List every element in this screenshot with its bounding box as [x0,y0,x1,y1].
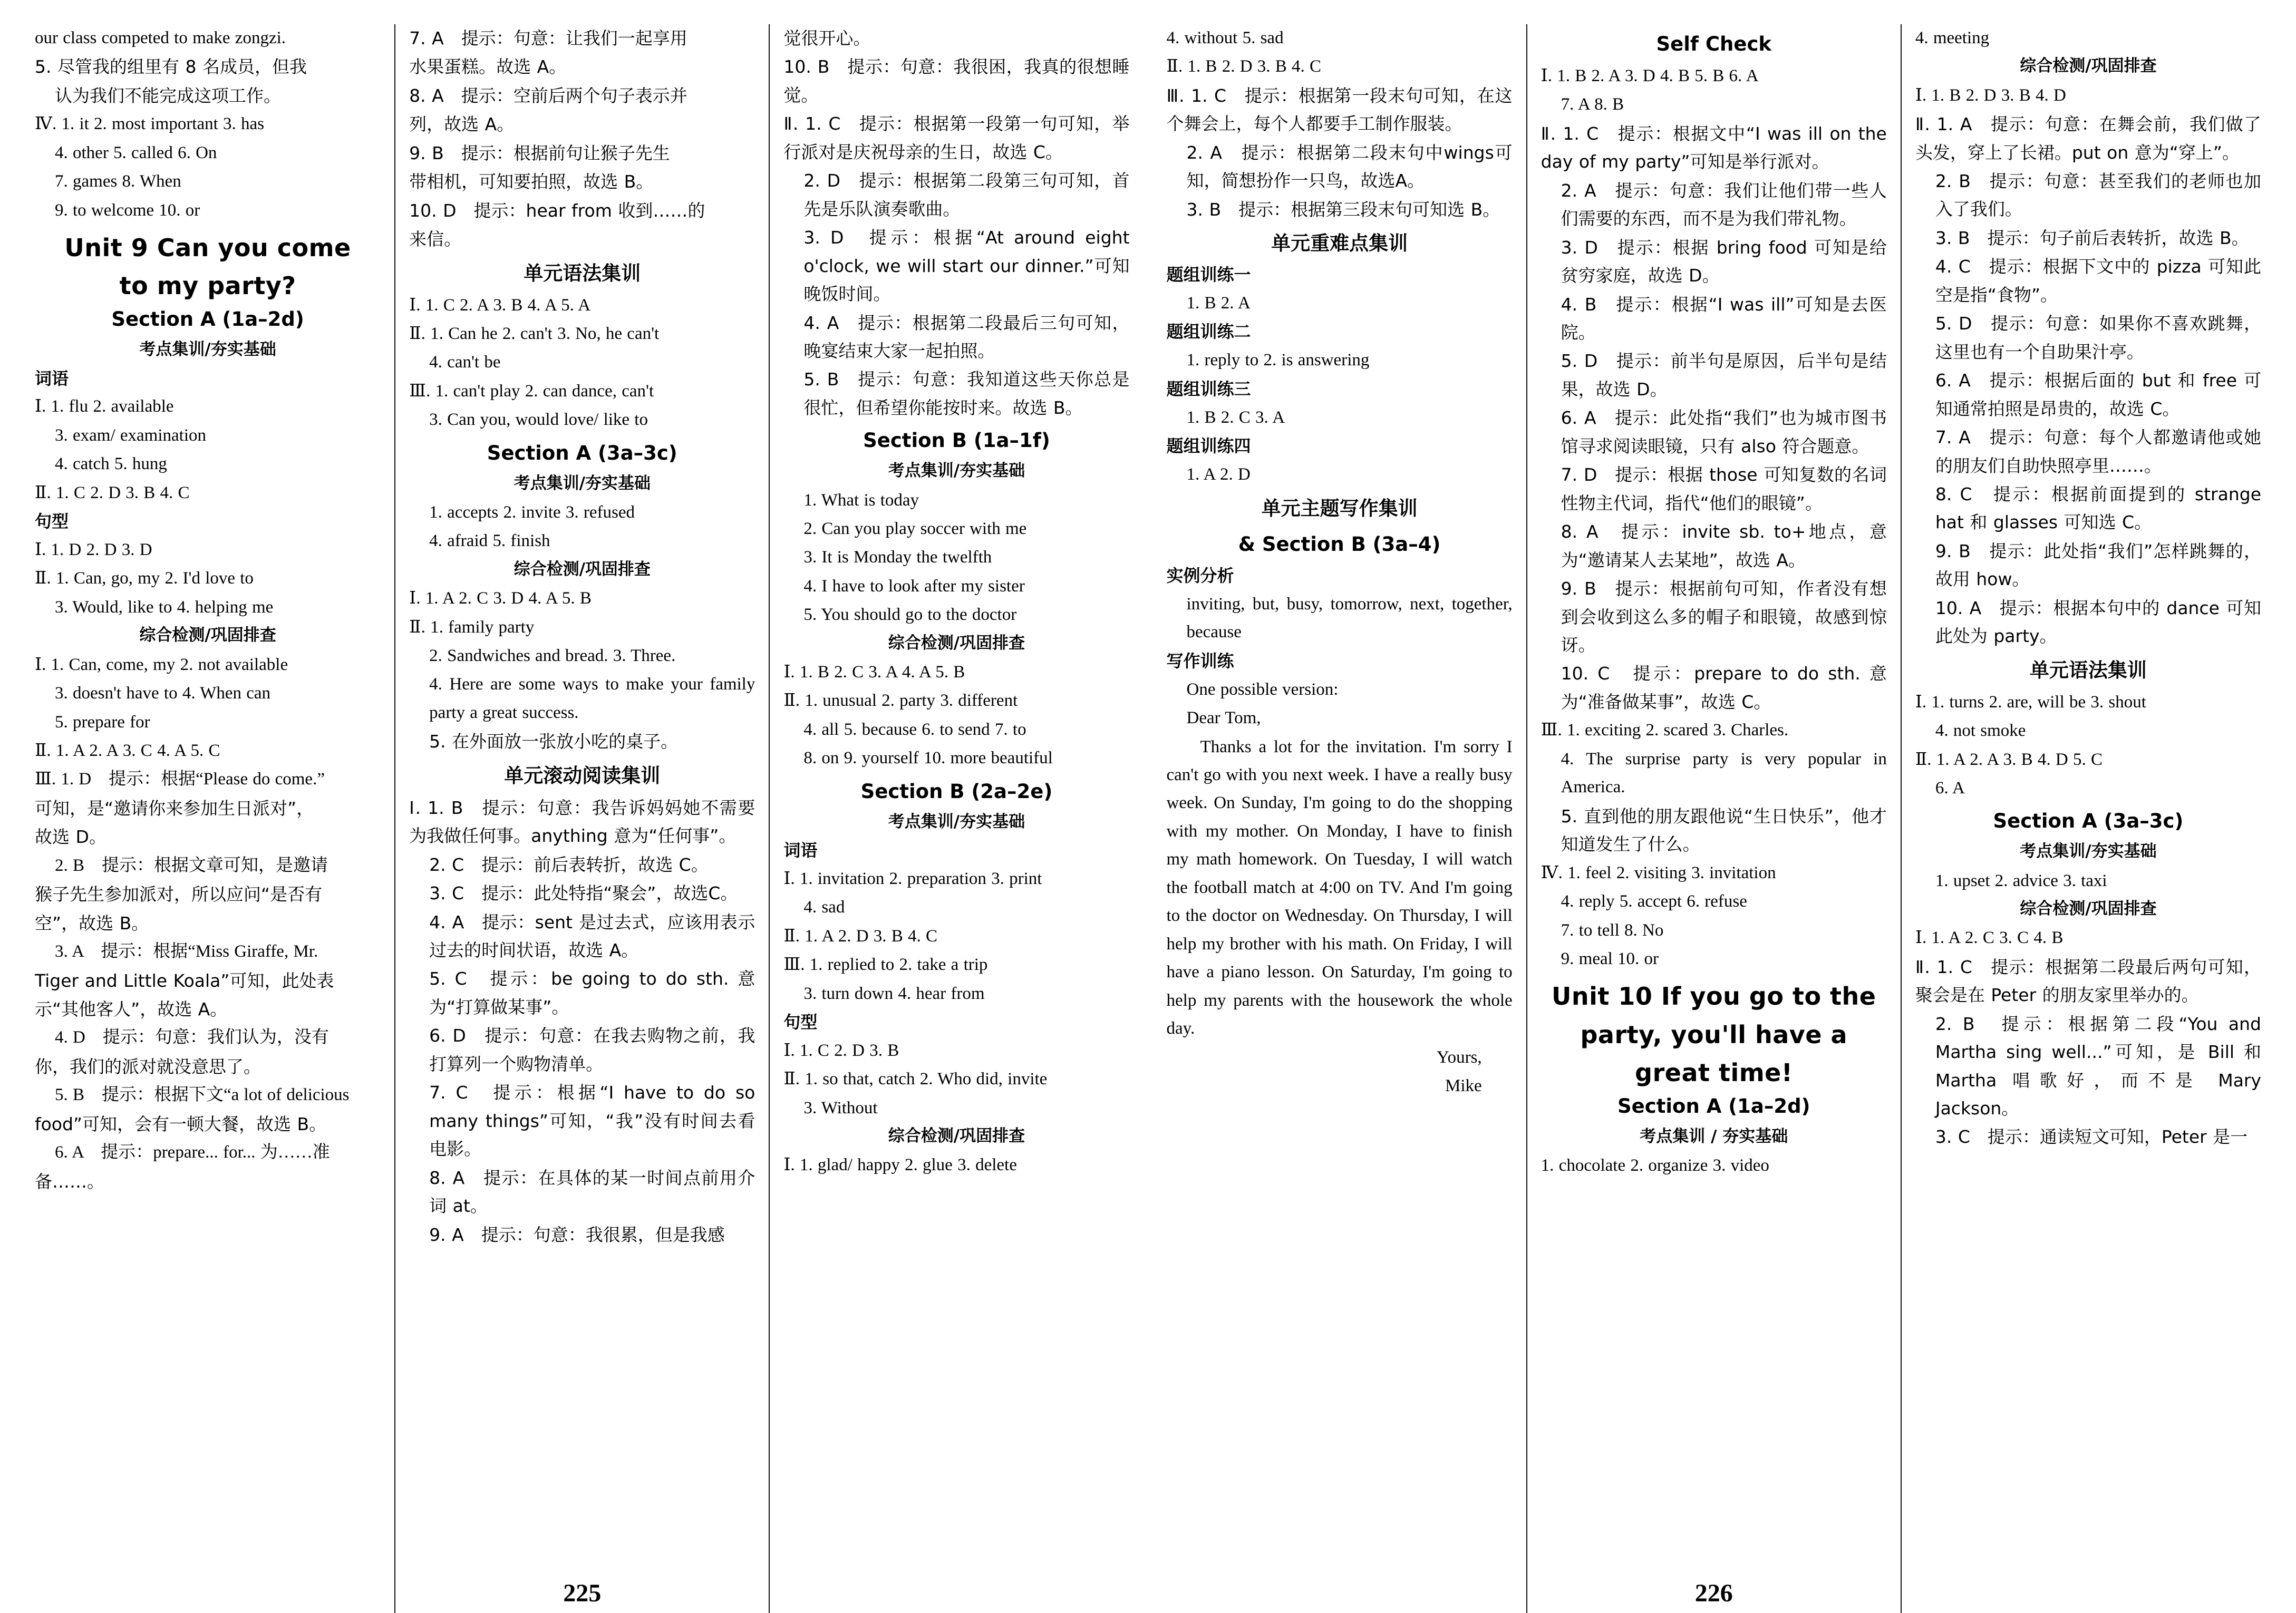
column-3 [769,24,1143,1613]
line: Ⅱ. 1. C 2. D 3. B 4. C [35,483,190,502]
line: Ⅳ. 1. it 2. most important 3. has [35,114,265,134]
line: Ⅰ. 1. B 2. C 3. A 4. A 5. B [783,662,965,682]
line: 1. accepts 2. invite 3. refused [429,502,635,522]
line: 空”，故选 B。 [35,912,149,934]
line: Ⅰ. 1. flu 2. available [35,397,174,416]
column-1 [21,24,394,1613]
line: 7. D 提示：根据 those 可知复数的名词性物主代词，指代“他们的眼镜”。 [1561,464,1887,513]
line: Ⅲ. 1. D 提示：根据“Please do come.” [35,770,325,789]
category-label: 句型 [35,511,69,532]
line: Ⅰ. 1. invitation 2. preparation 3. print [783,869,1042,888]
line: 5. prepare for [55,712,150,732]
line: Ⅱ. 1. B 2. D 3. B 4. C [1166,57,1322,76]
line: 3. It is Monday the twelfth [803,548,992,567]
line: Ⅰ. 1. Can, come, my 2. not available [35,655,288,674]
line: 认为我们不能完成这项工作。 [55,85,281,106]
column-5 [1526,24,1901,1613]
line: 4. C 提示：根据下文中的 pizza 可知此空是指“食物”。 [1935,256,2262,305]
line: Dear Tom, [1186,708,1261,728]
line: Ⅰ. 1. B 提示：句意：我告诉妈妈她不需要为我做任何事。anything 意为“任何事”。 [409,797,755,847]
unit-title-line-1: Unit 9 Can you come [64,234,351,263]
line: 3. B 提示：根据第三段末句可知选 B。 [1186,199,1500,220]
block-title: Self Check [1656,33,1772,55]
line: Ⅰ. 1. C 2. A 3. B 4. A 5. A [409,295,591,315]
line: Ⅰ. 1. C 2. D 3. B [783,1041,899,1060]
letter-body: Thanks a lot for the invitation. I'm sorry I can't go with you next week. I have a really busy week. On Sunday, I'm going to do the shopping with my mother. On Monday, I have to finish my math homework. On Tuesday, I will watch the football match at 4:00 on TV. And I'm going to the doctor on Wednesday. On Thursday, I will help my brother with his math. On Friday, I will have a piano lesson. On Saturday, I'm going to help my parents with the housework the whole day. [1166,737,1513,1038]
line: 8. on 9. yourself 10. more beautiful [803,749,1053,768]
line: 1. A 2. D [1186,464,1251,484]
line: Ⅱ. 1. Can he 2. can't 3. No, he can't [409,324,660,344]
page-number: 225 [563,1579,602,1607]
line: 7. games 8. When [55,172,181,191]
line: 4. sad [803,898,845,917]
section-title: Section B (1a–1f) [863,429,1050,452]
line: 2. A 提示：根据第二段末句中wings可知，简想扮作一只鸟，故选A。 [1186,142,1513,191]
line: Ⅱ. 1. unusual 2. party 3. different [783,691,1018,711]
block-title: 单元滚动阅读集训 [504,764,661,787]
line: Ⅱ. 1. C 提示：根据第一段第一句可知，举行派对是庆祝母亲的生日，故选 C。 [783,113,1130,162]
line: Ⅰ. 1. glad/ happy 2. glue 3. delete [783,1155,1017,1175]
line: 3. Would, like to 4. helping me [55,597,274,617]
line: 10. D 提示：hear from 收到……的 [409,200,705,221]
line: 3. Can you, would love/ like to [429,410,648,430]
line: 3. C 提示：此处特指“聚会”，故选C。 [429,883,738,904]
block-title-line-1: 单元主题写作集训 [1261,497,1418,520]
line: inviting, but, busy, tomorrow, next, together, because [1186,594,1513,642]
block-title: 单元语法集训 [2029,658,2147,682]
line: Ⅱ. 1. A 2. D 3. B 4. C [783,926,938,946]
line: 1. B 2. C 3. A [1186,407,1285,427]
line: 10. A 提示：根据本句中的 dance 可知此处为 party。 [1935,597,2262,647]
line: Ⅰ. 1. A 2. C 3. D 4. A 5. B [409,589,592,608]
sub-title: 考点集训 / 夯实基础 [1640,1126,1788,1146]
line: 你，我们的派对就没意思了。 [35,1056,261,1077]
line: 5. B 提示：根据下文“a lot of delicious [55,1085,350,1105]
line: Ⅳ. 1. feel 2. visiting 3. invitation [1541,863,1776,882]
line: 6. A 提示：根据后面的 but 和 free 可知通常拍照是昂贵的，故选 C。 [1935,370,2262,419]
section-title: Section B (2a–2e) [860,780,1053,803]
line: 4. can't be [429,353,501,372]
line: 4. catch 5. hung [55,454,167,474]
page-number: 226 [1694,1579,1733,1607]
group-title: 题组训练一 [1166,265,1251,285]
sub-title: 考点集训/夯实基础 [139,340,276,359]
line: Ⅲ. 1. exciting 2. scared 3. Charles. [1541,721,1789,740]
block-title-line-2: & Section B (3a–4) [1238,533,1441,556]
line: Ⅰ. 1. turns 2. are, will be 3. shout [1915,692,2146,712]
line: 4. reply 5. accept 6. refuse [1561,892,1747,911]
line: 8. A 提示：在具体的某一时间点前用介词 at。 [429,1167,755,1217]
line: 5. 直到他的朋友跟他说“生日快乐”，他才知道发生了什么。 [1561,805,1887,855]
line: 4. meeting [1915,28,1990,47]
line: 3. turn down 4. hear from [803,984,985,1003]
section-title: Section A (1a–2d) [111,308,304,331]
line: 3. D 提示：根据“At around eight o'clock, we will start our dinner.”可知晚饭时间。 [803,227,1130,305]
line: Tiger and Little Koala”可知，此处表 [35,970,334,991]
line: 5. You should go to the doctor [803,605,1017,625]
line: 带相机，可知要拍照，故选 B。 [409,171,654,192]
letter-signoff: Yours, [1437,1047,1482,1067]
line: 4. A 提示：根据第二段最后三句可知，晚宴结束大家一起拍照。 [803,312,1130,361]
line: 8. C 提示：根据前面提到的 strange hat 和 glasses 可知选 C。 [1935,484,2262,533]
line: Ⅱ. 1. A 2. A 3. C 4. A 5. C [35,741,220,760]
unit-title-line-2: party, you'll have a [1580,1020,1848,1049]
line: 10. B 提示：句意：我很困，我真的很想睡觉。 [783,56,1130,105]
line: 7. C 提示：根据“I have to do so many things”可知，“我”没有时间去看电影。 [429,1082,755,1160]
line: 7. to tell 8. No [1561,920,1664,940]
line: 2. Can you play soccer with me [803,519,1027,538]
line: 3. A 提示：根据“Miss Giraffe, Mr. [55,942,318,961]
sub-title: 综合检测/巩固排查 [2020,56,2157,76]
line: 4. D 提示：句意：我们认为，没有 [55,1028,329,1047]
unit-title-line-3: great time! [1635,1058,1793,1087]
line: Ⅱ. 1. A 提示：句意：在舞会前，我们做了头发，穿上了长裙。put on 意为“穿上”。 [1915,114,2262,163]
line: 4. without 5. sad [1166,28,1284,47]
section-title: Section A (3a–3c) [1993,810,2184,833]
category-label: 词语 [783,840,818,860]
line: 1. upset 2. advice 3. taxi [1935,871,2107,890]
block-title: 单元语法集训 [524,261,641,285]
line: 2. D 提示：根据第二段第三句可知，首先是乐队演奏歌曲。 [803,170,1130,219]
line: Ⅰ. 1. B 2. D 3. B 4. D [1915,85,2066,105]
line: 1. reply to 2. is answering [1186,351,1370,370]
line: 觉很开心。 [783,28,871,48]
line: Ⅰ. 1. B 2. A 3. D 4. B 5. B 6. A [1541,66,1759,85]
line: Ⅰ. 1. A 2. C 3. C 4. B [1915,928,2064,948]
line: Ⅱ. 1. C 提示：根据文中“I was ill on the day of my party”可知是举行派对。 [1541,123,1887,172]
group-title: 题组训练三 [1166,378,1251,399]
spread-gutter [1144,24,1153,1613]
letter-signature: Mike [1445,1076,1482,1096]
line: Ⅱ. 1. Can, go, my 2. I'd love to [35,569,254,588]
line: 4. other 5. called 6. On [55,143,217,162]
line: 备……。 [35,1171,104,1192]
category-label: 实例分析 [1166,566,1234,586]
block-title: 单元重难点集训 [1271,232,1408,255]
line: 6. A 提示：此处指“我们”也为城市图书馆寻求阅读眼镜，只有 also 符合题意。 [1561,407,1887,456]
line: 1. B 2. A [1186,293,1251,313]
section-title: Section A (3a–3c) [487,441,677,464]
line: 故选 D。 [35,827,106,848]
line: 9. B 提示：根据前句可知，作者没有想到会收到这么多的帽子和眼镜，故感到惊讶。 [1561,578,1887,655]
line: 水果蛋糕。故选 A。 [409,56,567,77]
line: Ⅱ. 1. family party [409,617,535,637]
line: 9. B 提示：根据前句让猴子先生 [409,142,670,163]
line: 9. B 提示：此处指“我们”怎样跳舞的，故用 how。 [1935,540,2262,590]
line: 5. 在外面放一张放小吃的桌子。 [429,731,679,752]
line: 2. B 提示：根据文章可知，是邀请 [55,856,328,875]
line: 4. I have to look after my sister [803,576,1025,596]
line: 5. D 提示：前半句是原因，后半句是结果，故选 D。 [1561,351,1887,400]
line: 示“其他客人”，故选 A。 [35,999,228,1020]
line: 4. A 提示：sent 是过去式，应该用表示过去的时间状语，故选 A。 [429,911,755,961]
page-left-columns [21,24,1144,1613]
line: 3. B 提示：句子前后表转折，故选 B。 [1935,227,2249,248]
line: 4. all 5. because 6. to send 7. to [803,720,1026,739]
column-6 [1901,24,2275,1613]
line: 3. D 提示：根据 bring food 可知是给贫穷家庭，故选 D。 [1561,237,1887,286]
line: 8. A 提示：invite sb. to+地点，意为“邀请某人去某地”，故选 A。 [1561,521,1887,570]
sub-title: 综合检测/巩固排查 [888,1126,1025,1146]
line: 2. A 提示：句意：我们让他们带一些人们需要的东西，而不是为我们带礼物。 [1561,180,1887,229]
line: 9. A 提示：句意：我很累，但是我感 [429,1224,725,1245]
line: our class competed to make zongzi. [35,28,286,47]
line: One possible version: [1186,679,1339,699]
column-4 [1153,24,1526,1613]
line: 1. What is today [803,490,919,510]
line: Ⅲ. 1. can't play 2. can dance, can't [409,381,654,401]
unit-title-line-1: Unit 10 If you go to the [1552,982,1876,1011]
line: 8. A 提示：空前后两个句子表示并 [409,85,687,106]
line: Ⅰ. 1. D 2. D 3. D [35,540,152,560]
page-right [1153,24,2275,1613]
page-right-columns [1153,24,2275,1613]
line: 2. B 提示：根据第二段“You and Martha sing well...”可知，是 Bill 和 Martha 唱歌好，而不是 Mary Jackson。 [1935,1013,2262,1119]
line: 猴子先生参加派对，所以应问“是否有 [35,884,323,905]
line: 4. not smoke [1935,721,2026,741]
sub-title: 考点集训/夯实基础 [888,812,1025,831]
line: Ⅱ. 1. so that, catch 2. Who did, invite [783,1070,1048,1089]
line: 可知，是“邀请你来参加生日派对”， [35,798,314,819]
section-title: Section A (1a–2d) [1617,1094,1810,1118]
line: 3. doesn't have to 4. When can [55,684,271,703]
line: 2. Sandwiches and bread. 3. Three. [429,646,676,666]
line: 来信。 [409,229,462,250]
line: 7. A 提示：句意：每个人都邀请他或她的朋友们自助快照亭里……。 [1935,427,2262,476]
sub-title: 考点集训/夯实基础 [2020,842,2157,861]
line: Ⅱ. 1. A 2. A 3. B 4. D 5. C [1915,750,2103,769]
sub-title: 考点集训/夯实基础 [888,461,1025,481]
line: Ⅲ. 1. replied to 2. take a trip [783,955,988,975]
line: 5. B 提示：句意：我知道这些天你总是很忙，但希望你能按时来。故选 B。 [803,369,1130,418]
line: 5. D 提示：句意：如果你不喜欢跳舞，这里也有一个自助果汁亭。 [1935,313,2262,362]
line: 10. C 提示：prepare to do sth. 意为“准备做某事”，故选 C。 [1561,663,1887,712]
sub-title: 考点集训/夯实基础 [514,473,651,493]
line: 3. Without [803,1098,878,1118]
line: 7. A 提示：句意：让我们一起享用 [409,28,687,48]
line: Ⅱ. 1. C 提示：根据第二段最后两句可知，聚会是在 Peter 的朋友家里举办的。 [1915,956,2262,1006]
column-2 [394,24,769,1613]
line: 7. A 8. B [1561,95,1624,114]
line: 列，故选 A。 [409,114,515,135]
unit-title-line-2: to my party? [119,271,296,300]
line: 4. afraid 5. finish [429,531,550,551]
line: 2. B 提示：句意：甚至我们的老师也加入了我们。 [1935,171,2262,220]
category-label: 写作训练 [1166,650,1234,671]
line: 4. The surprise party is very popular in America. [1561,749,1887,797]
group-title: 题组训练四 [1166,435,1251,456]
sub-title: 综合检测/巩固排查 [2020,899,2157,919]
sub-title: 综合检测/巩固排查 [139,626,276,645]
line: 5. C 提示：be going to do sth. 意为“打算做某事”。 [429,968,755,1017]
line: 4. Here are some ways to make your family party a great success. [429,675,755,722]
line: 9. meal 10. or [1561,949,1659,968]
line: 4. B 提示：根据“I was ill”可知是去医院。 [1561,294,1887,343]
category-label: 句型 [783,1012,818,1033]
category-label: 词语 [35,368,69,388]
line: 3. exam/ examination [55,425,206,445]
group-title: 题组训练二 [1166,322,1251,342]
line: 2. C 提示：前后表转折，故选 C。 [429,854,709,875]
line: 1. chocolate 2. organize 3. video [1541,1155,1769,1175]
sub-title: 综合检测/巩固排查 [888,633,1025,653]
page-left [21,24,1144,1613]
line: Ⅲ. 1. C 提示：根据第一段末句可知，在这个舞会上，每个人都要手工制作服装。 [1166,85,1513,134]
line: 3. C 提示：通读短文可知，Peter 是一 [1935,1126,2248,1148]
sub-title: 综合检测/巩固排查 [514,559,651,579]
line: 9. to welcome 10. or [55,200,200,220]
line: 6. D 提示：句意：在我去购物之前，我打算列一个购物清单。 [429,1025,755,1074]
line: 6. A 提示：prepare... for... 为……准 [55,1143,330,1162]
line: food”可知，会有一顿大餐，故选 B。 [35,1113,327,1134]
line: 5. 尽管我的组里有 8 名成员，但我 [35,56,307,77]
line: 6. A [1935,779,1965,798]
